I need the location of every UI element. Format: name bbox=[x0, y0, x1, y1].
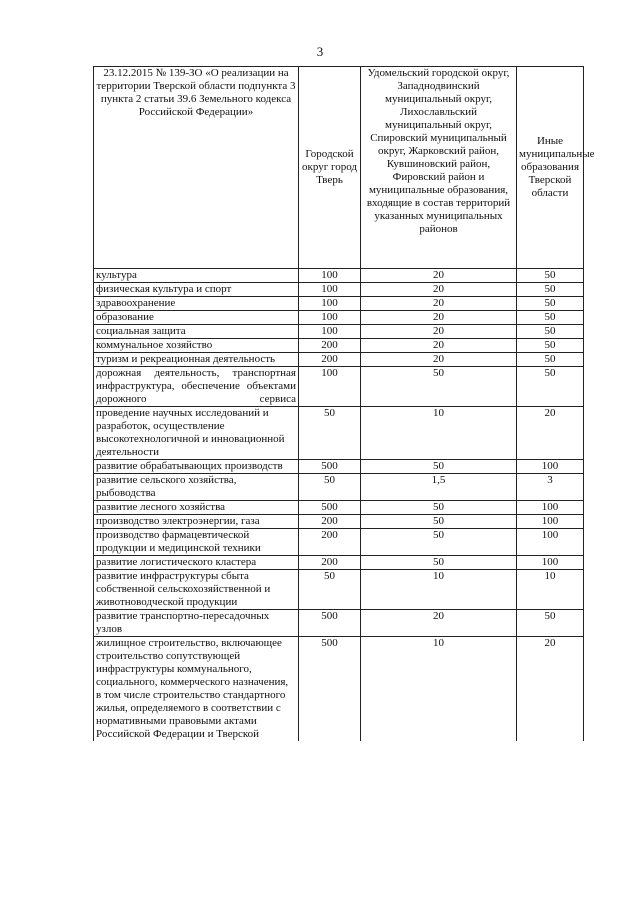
investment-criteria-table bbox=[93, 66, 595, 741]
row-value-group: 20 bbox=[361, 325, 517, 339]
row-value-other: 50 bbox=[517, 325, 584, 339]
row-value-other: 50 bbox=[517, 610, 584, 637]
table-row bbox=[94, 515, 584, 529]
table-row bbox=[94, 460, 584, 474]
row-value-other: 100 bbox=[517, 460, 584, 474]
row-value-group: 10 bbox=[361, 637, 517, 742]
header-tver: Городской округ город Тверь bbox=[299, 67, 361, 269]
row-value-tver: 100 bbox=[299, 367, 361, 407]
row-value-group: 10 bbox=[361, 407, 517, 460]
row-value-other: 20 bbox=[517, 407, 584, 460]
row-value-group: 50 bbox=[361, 529, 517, 556]
row-activity: образование bbox=[94, 311, 299, 325]
row-value-group: 20 bbox=[361, 283, 517, 297]
table-row bbox=[94, 325, 584, 339]
row-value-tver: 50 bbox=[299, 474, 361, 501]
table-row bbox=[94, 367, 584, 407]
row-value-other: 50 bbox=[517, 311, 584, 325]
table-row bbox=[94, 407, 584, 460]
row-value-other: 50 bbox=[517, 297, 584, 311]
table-row bbox=[94, 339, 584, 353]
table-row bbox=[94, 637, 584, 742]
row-value-tver: 200 bbox=[299, 556, 361, 570]
row-activity: развитие сельского хозяйства, рыбоводства bbox=[94, 474, 299, 501]
row-value-group: 50 bbox=[361, 515, 517, 529]
table-row bbox=[94, 474, 584, 501]
row-value-other: 100 bbox=[517, 515, 584, 529]
row-value-group: 50 bbox=[361, 367, 517, 407]
row-value-other: 50 bbox=[517, 283, 584, 297]
header-municipal-group: Удомельский городской округ, Западнодвинский муниципальный округ, Лихославльский муниципальный округ, Спировский муниципальный округ, Жарковский район, Кувшиновский район, Фировский район и муниципальные образования, входящие в состав территорий указанных муниципальных районов bbox=[361, 67, 517, 269]
row-value-other: 50 bbox=[517, 367, 584, 407]
table-row bbox=[94, 529, 584, 556]
page-number: 3 bbox=[316, 44, 324, 59]
row-value-tver: 200 bbox=[299, 515, 361, 529]
row-activity: здравоохранение bbox=[94, 297, 299, 311]
row-value-tver: 100 bbox=[299, 311, 361, 325]
row-value-other: 50 bbox=[517, 353, 584, 367]
table-row bbox=[94, 283, 584, 297]
row-value-tver: 200 bbox=[299, 529, 361, 556]
table-row bbox=[94, 297, 584, 311]
row-activity: развитие логистического кластера bbox=[94, 556, 299, 570]
header-other-municipalities: Иные муниципальные образования Тверской области bbox=[517, 67, 584, 269]
row-activity: развитие обрабатывающих производств bbox=[94, 460, 299, 474]
row-value-tver: 500 bbox=[299, 610, 361, 637]
table-row bbox=[94, 311, 584, 325]
row-activity: коммунальное хозяйство bbox=[94, 339, 299, 353]
row-value-tver: 500 bbox=[299, 637, 361, 742]
row-value-other: 50 bbox=[517, 339, 584, 353]
row-value-group: 50 bbox=[361, 501, 517, 515]
row-activity: социальная защита bbox=[94, 325, 299, 339]
row-value-group: 20 bbox=[361, 353, 517, 367]
row-activity: жилищное строительство, включающее строительство сопутствующей инфраструктуры коммунального, социального, коммерческого назначения, в том числе строительство стандартного жилья, определяемого в соответствии с нормативными правовыми актами Российской Федерации и Тверской bbox=[94, 637, 299, 742]
table-row bbox=[94, 353, 584, 367]
row-value-other: 100 bbox=[517, 501, 584, 515]
row-value-tver: 500 bbox=[299, 501, 361, 515]
row-value-group: 20 bbox=[361, 610, 517, 637]
table-row bbox=[94, 610, 584, 637]
row-activity: дорожная деятельность, транспортная инфраструктура, обеспечение объектами дорожного сервиса bbox=[94, 367, 299, 407]
table-row bbox=[94, 556, 584, 570]
row-value-group: 20 bbox=[361, 339, 517, 353]
row-value-other: 100 bbox=[517, 556, 584, 570]
row-value-other: 50 bbox=[517, 269, 584, 283]
row-value-other: 20 bbox=[517, 637, 584, 742]
row-value-tver: 500 bbox=[299, 460, 361, 474]
row-activity: развитие лесного хозяйства bbox=[94, 501, 299, 515]
row-activity: развитие инфраструктуры сбыта собственной сельскохозяйственной и животноводческой продукции bbox=[94, 570, 299, 610]
row-activity: культура bbox=[94, 269, 299, 283]
row-activity: производство фармацевтической продукции и медицинской техники bbox=[94, 529, 299, 556]
row-value-group: 50 bbox=[361, 556, 517, 570]
row-activity: физическая культура и спорт bbox=[94, 283, 299, 297]
row-value-other: 100 bbox=[517, 529, 584, 556]
row-value-group: 20 bbox=[361, 297, 517, 311]
row-value-tver: 50 bbox=[299, 570, 361, 610]
row-value-group: 1,5 bbox=[361, 474, 517, 501]
row-value-tver: 100 bbox=[299, 325, 361, 339]
row-activity: проведение научных исследований и разработок, осуществление высокотехнологичной и инновационной деятельности bbox=[94, 407, 299, 460]
row-value-tver: 100 bbox=[299, 269, 361, 283]
header-row bbox=[94, 67, 584, 269]
header-law-reference: 23.12.2015 № 139-ЗО «О реализации на территории Тверской области подпункта 3 пункта 2 статьи 39.6 Земельного кодекса Российской Федерации» bbox=[94, 67, 299, 269]
row-value-tver: 200 bbox=[299, 339, 361, 353]
row-value-group: 20 bbox=[361, 311, 517, 325]
row-value-group: 10 bbox=[361, 570, 517, 610]
row-activity: производство электроэнергии, газа bbox=[94, 515, 299, 529]
row-activity: развитие транспортно-пересадочных узлов bbox=[94, 610, 299, 637]
row-value-other: 10 bbox=[517, 570, 584, 610]
row-value-tver: 200 bbox=[299, 353, 361, 367]
table-row bbox=[94, 501, 584, 515]
row-value-group: 50 bbox=[361, 460, 517, 474]
row-value-group: 20 bbox=[361, 269, 517, 283]
table-row bbox=[94, 269, 584, 283]
table-row bbox=[94, 570, 584, 610]
row-value-other: 3 bbox=[517, 474, 584, 501]
row-value-tver: 100 bbox=[299, 297, 361, 311]
row-value-tver: 50 bbox=[299, 407, 361, 460]
row-activity: туризм и рекреационная деятельность bbox=[94, 353, 299, 367]
row-value-tver: 100 bbox=[299, 283, 361, 297]
